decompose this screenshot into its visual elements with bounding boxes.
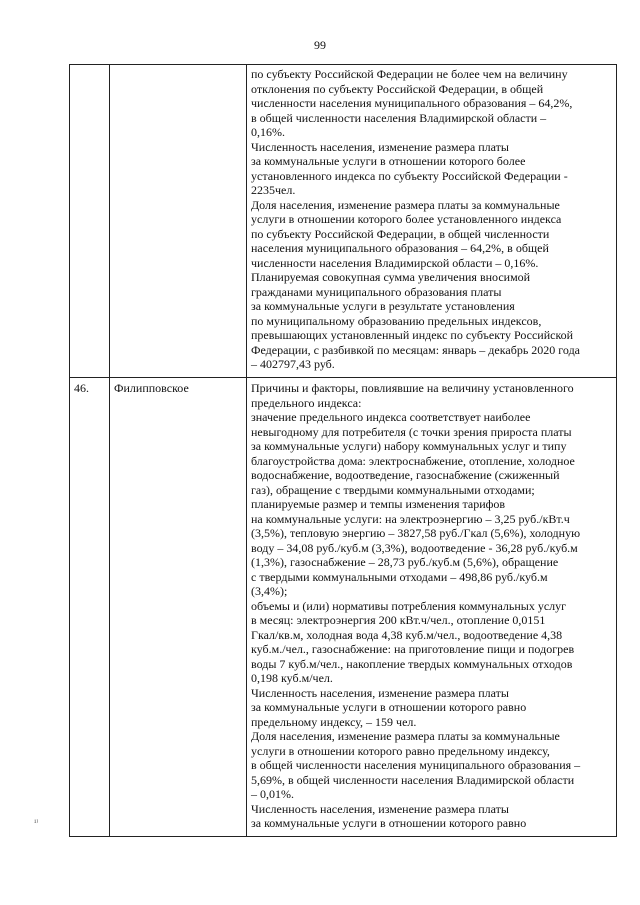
page-number: 99	[314, 38, 326, 52]
table-bottom-border	[69, 836, 617, 837]
margin-mark: ¹⁾	[34, 818, 39, 827]
table-column-divider	[246, 64, 247, 837]
table-row-divider	[69, 377, 617, 378]
table-right-border	[616, 64, 617, 837]
municipality-name: Филипповское	[114, 381, 189, 395]
row-description-text: Причины и факторы, повлиявшие на величину установленного предельного индекса: значение предельного индекса соответствует наиболее невыгодному для потребителя (с точки зрения прироста платы за коммунальные услуги) набору коммунальных услуг и типу благоустройства дома: электроснабжение, отопление, холодное водоснабжение, водоотведение, газоснабжение (сжиженный газ), обращение с твердыми коммунальными отходами; планируемые размер и темпы изменения тарифов на коммунальные услуги: на электроэнергию – 3,25 руб./кВт.ч (3,5%), тепловую энергию – 3827,58 руб./Гкал (5,6%), холодную воду – 34,08 руб./куб.м (3,3%), водоотведение - 36,28 руб./куб.м (1,3%), газоснабжение – 28,73 руб./куб.м (5,6%), обращение с твердыми коммунальными отходами – 498,86 руб./куб.м (3,4%); объемы и (или) нормативы потребления коммунальных услуг в месяц: электроэнергия 200 кВт.ч/чел., отопление 0,0151 Гкал/кв.м, холодная вода 4,38 куб.м/чел., водоотведение 4,38 куб.м./чел., газоснабжение: на приготовление пищи и подогрев воды 7 куб.м/чел., накопление твердых коммунальных отходов 0,198 куб.м/чел. Численность населения, изменение размера платы за коммунальные услуги в отношении которого равно предельному индексу, – 159 чел. Доля населения, изменение размера платы за коммунальные услуги в отношении которого равно предельному индексу, в общей численности населения муниципального образования – 5,69%, в общей численности населения Владимирской области – 0,01%. Численность населения, изменение размера платы за коммунальные услуги в отношении которого равно	[251, 381, 581, 830]
continuation-cell-text: по субъекту Российской Федерации не более чем на величину отклонения по субъекту Российской Федерации, в общей численности населения муниципального образования – 64,2%, в общей численности населения Владимирской области – 0,16%. Численность населения, изменение размера платы за коммунальные услуги в отношении которого более установленного индекса по субъекту Российской Федерации - 2235чел. Доля населения, изменение размера платы за коммунальные услуги в отношении которого более установленного индекса по субъекту Российской Федерации, в общей численности населения муниципального образования – 64,2%, в общей численности населения Владимирской области – 0,16%. Планируемая совокупная сумма увеличения вносимой гражданами муниципального образования платы за коммунальные услуги в результате установления по муниципальному образованию предельных индексов, превышающих установленный индекс по субъекту Российской Федерации, с разбивкой по месяцам: январь – декабрь 2020 года – 402797,43 руб.	[251, 67, 581, 371]
table-top-border	[69, 64, 617, 65]
table-left-border	[69, 64, 70, 837]
row-number: 46.	[74, 381, 89, 395]
table-column-divider	[109, 64, 110, 837]
